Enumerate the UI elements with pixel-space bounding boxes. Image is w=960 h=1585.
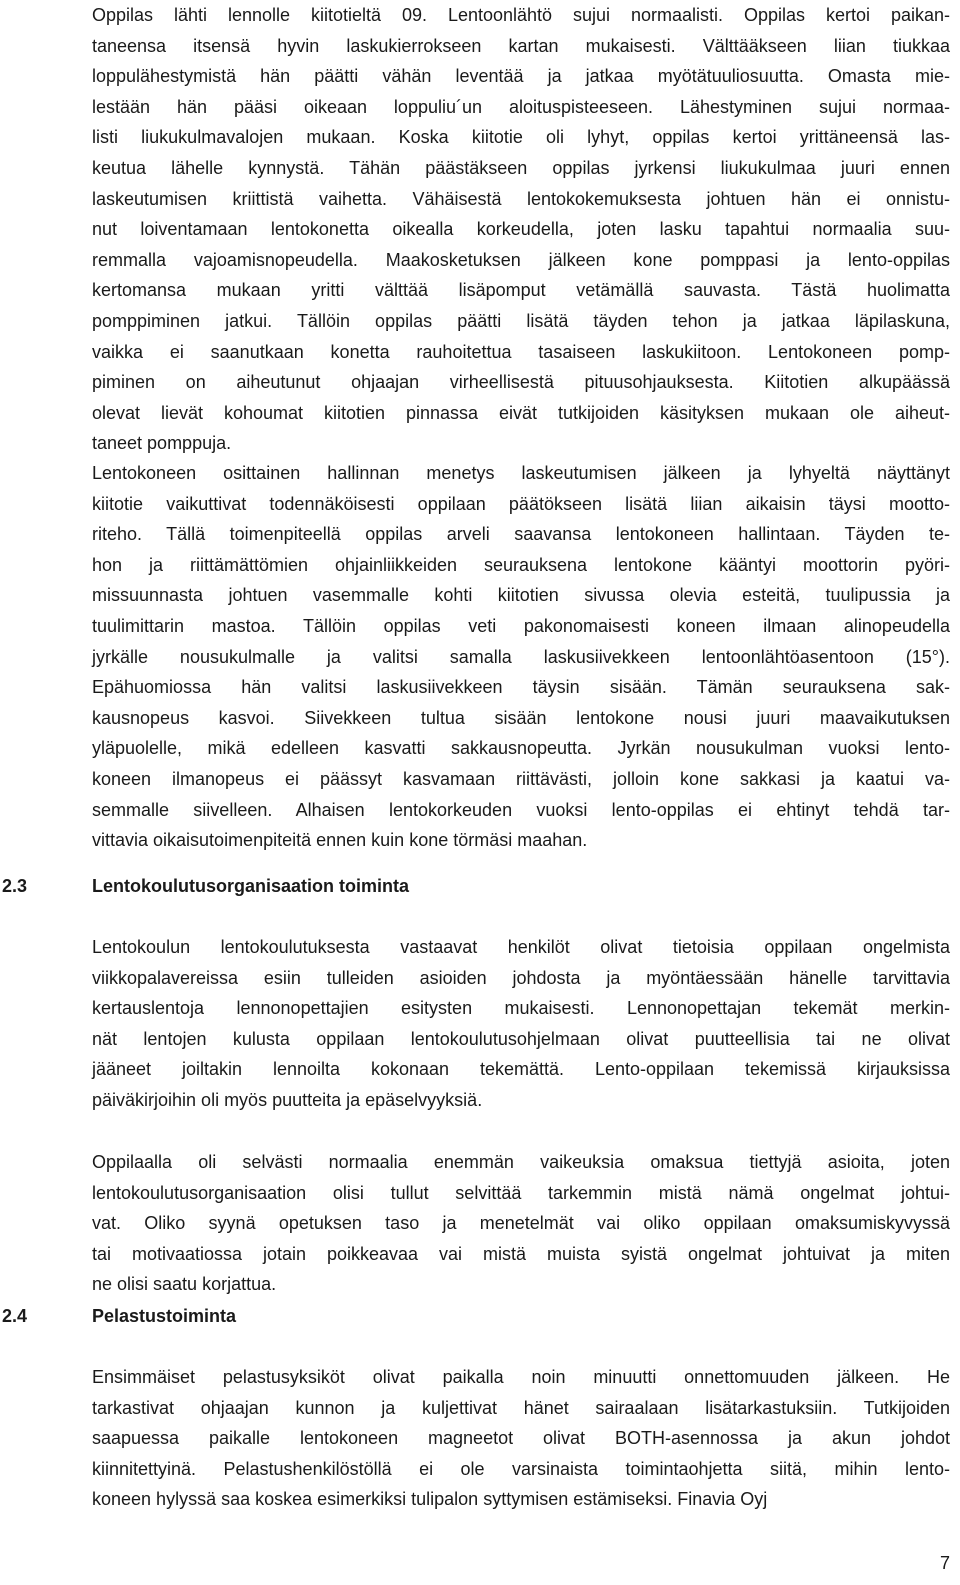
text-line: olevat lievät kohoumat kiitotien pinnassa eivät tutkijoiden käsityksen mukaan ole aiheut-	[92, 402, 950, 423]
text-line: Lentokoneen osittainen hallinnan menetys laskeutumisen jälkeen ja lyhyeltä näyttänyt	[92, 463, 950, 483]
text-line: jyrkälle nousukulmalle ja valitsi samalla laskusiivekkeen lentoonlähtöasentoon (15°).	[92, 646, 950, 667]
text-line: Oppilaalla oli selvästi normaalia enemmän vaikeuksia omaksua tiettyjä asioita, joten	[92, 1152, 950, 1172]
section-heading-2-4	[0, 1301, 960, 1331]
section-title: Pelastustoiminta	[92, 1306, 237, 1326]
text-line: nät lentojen kulusta oppilaan lentokoulutusohjelmaan olivat puutteellisia tai ne olivat	[92, 1028, 950, 1049]
paragraph-training-records	[92, 932, 950, 1116]
text-line: kiinnitettyinä. Pelastushenkilöstöllä ei ole varsinaista toimintaohjetta siitä, mihin lento-	[92, 1458, 950, 1479]
text-line: nut loiventamaan lentokonetta oikealla korkeudella, joten lasku tapahtui normaalia suu-	[92, 219, 950, 240]
text-line: Ensimmäiset pelastusyksiköt olivat paikalla noin minuutti onnettomuuden jälkeen. He	[92, 1367, 950, 1387]
text-line: pomppiminen jatkui. Tällöin oppilas päätti lisätä täyden tehon ja jatkaa läpilaskuna,	[92, 310, 950, 331]
text-line: kausnopeus kasvoi. Siivekkeen tultua sisään lentokone nousi juuri maavaikutuksen	[92, 707, 950, 728]
page-number: 7	[939, 1553, 950, 1573]
paragraph-pilot-landing	[92, 0, 950, 459]
text-line: piminen on aiheutunut ohjaajan virheellisestä pituusohjauksesta. Kiitotien alkupäässä	[92, 372, 950, 393]
section-heading-2-3	[0, 871, 960, 901]
text-line: tuulimittarin mastoa. Tällöin oppilas veti pakonomaisesti koneen ilmaan alinopeudella	[92, 615, 950, 636]
text-line: koneen hylyssä saa koskea esimerkiksi tulipalon syttymisen estämiseksi. Finavia Oyj	[92, 1489, 768, 1510]
text-line: lentokoulutusorganisaation olisi tullut selvittää tarkemmin mistä nämä ongelmat johtui-	[92, 1182, 950, 1203]
section-number: 2.4	[2, 1306, 28, 1326]
text-line: Epähuomiossa hän valitsi laskusiivekkeen täysin sisään. Tämän seurauksena sak-	[92, 677, 950, 698]
text-line: hon ja riittämättömien ohjainliikkeiden seurauksena lentokone kääntyi moottorin pyöri-	[92, 554, 950, 575]
text-line: kertauslentoja lennonopettajien esitysten mukaisesti. Lennonopettajan tekemät merkin-	[92, 998, 950, 1019]
text-line: missuunnasta johtuen vasemmalle kohti kiitotien sivussa olevia esteitä, tuulipussia ja	[92, 585, 950, 606]
section-title: Lentokoulutusorganisaation toiminta	[92, 876, 410, 896]
text-line: vaikka ei saanutkaan konetta rauhoitettua tasaiseen laskukiitoon. Lentokoneen pomp-	[92, 341, 950, 362]
text-line: viikkopalavereissa esiin tulleiden asioiden johdosta ja myöntäessään hänelle tarvittavia	[92, 967, 950, 988]
text-line: taneet pomppuja.	[92, 433, 232, 454]
text-line: tarkastivat ohjaajan kunnon ja kuljettivat hänet sairaalaan lisätarkastuksiin. Tutkijoiden	[92, 1397, 950, 1418]
text-line: riteho. Tällä toimenpiteellä oppilas arveli saavansa lentokoneen hallintaan. Täyden te-	[92, 524, 950, 545]
text-line: päiväkirjoihin oli myös puutteita ja epäselvyyksiä.	[92, 1089, 483, 1110]
text-line: lestään hän pääsi oikeaan loppuliu´un aloituspisteeseen. Lähestyminen sujui normaa-	[92, 96, 950, 117]
text-line: yläpuolelle, mikä edelleen kasvatti sakkausnopeutta. Jyrkän nousukulman vuoksi lento-	[92, 738, 950, 759]
text-line: loppulähestymistä hän päätti vähän leventää ja jatkaa myötätuuliosuutta. Omasta mie-	[92, 66, 950, 87]
text-line: vittavia oikaisutoimenpiteitä ennen kuin kone törmäsi maahan.	[92, 830, 588, 851]
text-line: listi liukukulmavalojen mukaan. Koska kiitotie oli lyhyt, oppilas kertoi yrittäneensä las-	[92, 127, 950, 148]
section-number: 2.3	[2, 876, 28, 896]
paragraph-loss-of-control	[92, 458, 950, 856]
text-line: kiitotie vaikuttivat todennäköisesti oppilaan päätökseen lisätä liian aikaisin täysi mootto-	[92, 493, 950, 514]
paragraph-student-difficulties	[92, 1147, 950, 1300]
text-line: laskeutumisen kriittistä vaihetta. Vähäisestä lentokokemuksesta johtuen hän ei onnistu-	[92, 188, 950, 209]
text-line: remmalla vajoamisnopeudella. Maakosketuksen jälkeen kone pomppasi ja lento-oppilas	[92, 249, 950, 270]
text-line: keutua lähelle kynnystä. Tähän päästäkseen oppilas jyrkensi liukukulmaa juuri ennen	[92, 157, 950, 178]
text-line: vat. Oliko syynä opetuksen taso ja menetelmät vai oliko oppilaan omaksumiskyvyssä	[92, 1213, 950, 1234]
text-line: Lentokoulun lentokoulutuksesta vastaavat henkilöt olivat tietoisia oppilaan ongelmista	[92, 937, 950, 957]
text-line: koneen ilmanopeus ei päässyt kasvamaan riittävästi, jolloin kone sakkasi ja kaatui va-	[92, 768, 950, 789]
text-line: ne olisi saatu korjattua.	[92, 1274, 277, 1295]
text-line: jääneet joiltakin lennoilta kokonaan tekemättä. Lento-oppilaan tekemissä kirjauksissa	[92, 1059, 950, 1080]
text-line: saapuessa paikalle lentokoneen magneetot olivat BOTH-asennossa ja akun johdot	[92, 1428, 950, 1449]
text-line: semmalle siivelleen. Alhaisen lentokorkeuden vuoksi lento-oppilas ei ehtinyt tehdä tar-	[92, 799, 950, 820]
text-line: Oppilas lähti lennolle kiitotieltä 09. Lentoonlähtö sujui normaalisti. Oppilas kertoi paikan-	[92, 5, 950, 25]
text-line: kertomansa mukaan yritti välttää lisäpomput vetämällä sauvasta. Tästä huolimatta	[92, 280, 950, 301]
paragraph-rescue-operations	[92, 1362, 950, 1515]
text-line: taneensa itsensä hyvin laskukierrokseen kartan mukaisesti. Välttääkseen liian tiukkaa	[92, 35, 950, 56]
text-line: tai motivaatiossa jotain poikkeavaa vai mistä muista syistä ongelmat johtuivat ja miten	[92, 1243, 950, 1264]
